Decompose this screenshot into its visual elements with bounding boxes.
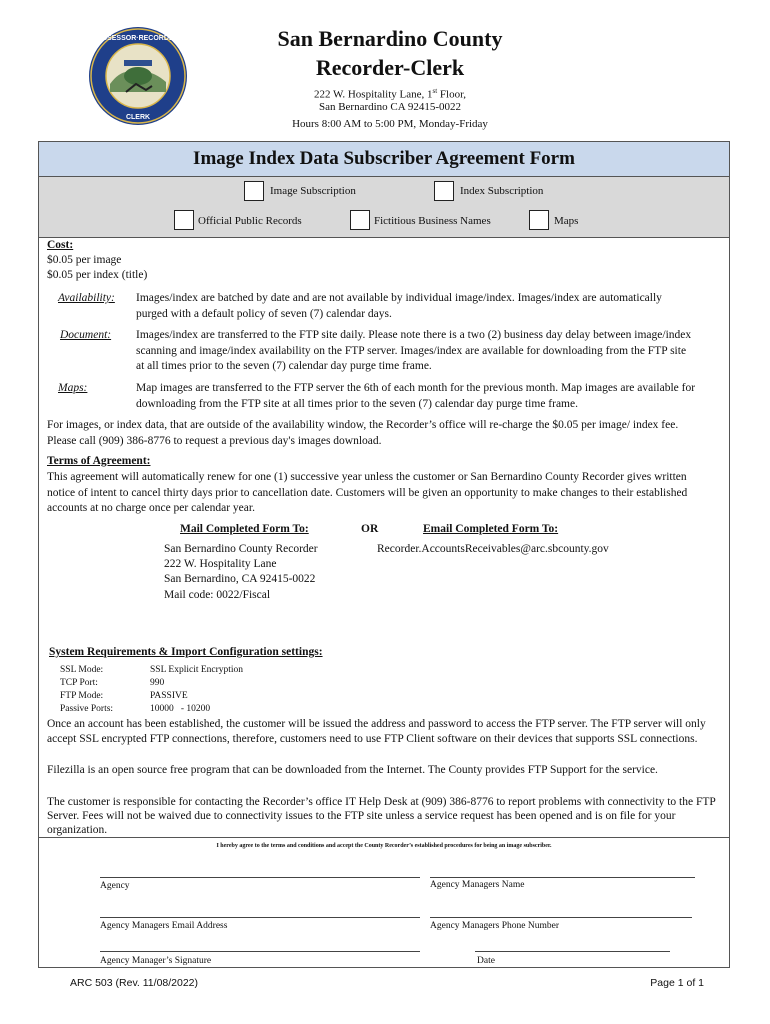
availability-label: Availability: — [58, 292, 115, 304]
phone-number-line[interactable] — [430, 917, 692, 918]
maps-label: Maps — [554, 215, 579, 227]
address-line: 222 W. Hospitality Lane, 1st Floor, — [313, 87, 467, 101]
svg-text:CLERK: CLERK — [125, 114, 151, 121]
form-id: ARC 503 (Rev. 11/08/2022) — [70, 977, 199, 989]
availability-text: Images/index are batched by date and are not available by individual image/index. Images/index are automatically purged with a default policy of seven (7) calendar days. — [136, 292, 662, 320]
mail-address-1: San Bernardino County Recorder — [164, 543, 318, 555]
image-subscription-label: Image Subscription — [270, 185, 356, 197]
agency-label: Agency — [100, 881, 130, 891]
maps-text: Map images are transferred to the FTP server the 6th of each month for the previous month. Map images are available for downloading from the FTP site at all times prior to the seven (7) calendar day purge time frame. — [136, 382, 696, 410]
date-label: Date — [477, 956, 495, 966]
fictitious-business-names-label: Fictitious Business Names — [374, 215, 491, 227]
email-address-line[interactable] — [100, 917, 420, 918]
fictitious-business-names-checkbox[interactable] — [350, 210, 370, 230]
mail-address-2: 222 W. Hospitality Lane — [164, 558, 277, 570]
maps-section-label: Maps: — [58, 382, 88, 394]
record-type-row — [39, 207, 729, 238]
title-line-2: Recorder-Clerk — [315, 55, 465, 80]
signature-label: Agency Manager’s Signature — [100, 956, 212, 966]
ssl-mode-key: SSL Mode: — [60, 665, 104, 675]
maps-checkbox[interactable] — [529, 210, 549, 230]
official-public-records-checkbox[interactable] — [174, 210, 194, 230]
email-address: Recorder.AccountsReceivables@arc.sbcounty.gov — [377, 543, 609, 555]
agency-line[interactable] — [100, 877, 420, 878]
or-label: OR — [361, 523, 379, 535]
tcp-port-value: 990 — [150, 678, 165, 688]
mail-code: Mail code: 0022/Fiscal — [164, 589, 271, 601]
mail-heading: Mail Completed Form To: — [180, 523, 309, 535]
terms-text: This agreement will automatically renew for one (1) successive year unless the customer or San Bernardino County Recorder gives written notice of intent to cancel thirty days prior to cancellation date. Customers will be given an opportunity to make changes to their established accounts at no charge once per calendar year. — [47, 471, 688, 514]
account-paragraph: Once an account has been established, the customer will be issued the address and password to access the FTP server. The FTP server will only accept SSL encrypted FTP connections, therefore, customers need to use FTP Client software on their devices that supports SSL connections. — [47, 718, 706, 745]
ftp-mode-key: FTP Mode: — [60, 691, 104, 701]
agree-statement: I hereby agree to the terms and conditions and accept the County Recorder’s established procedures for being an image subscriber. — [216, 843, 552, 849]
phone-number-label: Agency Managers Phone Number — [430, 921, 560, 931]
date-line[interactable] — [475, 951, 670, 952]
official-public-records-label: Official Public Records — [198, 215, 302, 227]
image-subscription-checkbox[interactable] — [244, 181, 264, 201]
passive-ports-value: 10000 - 10200 — [150, 704, 211, 714]
cost-per-index: $0.05 per index (title) — [47, 269, 148, 281]
agency-manager-name-line[interactable] — [430, 877, 695, 878]
subscription-type-row — [39, 177, 729, 208]
signature-line[interactable] — [100, 951, 420, 952]
tcp-port-key: TCP Port: — [60, 678, 98, 688]
agency-manager-name-label: Agency Managers Name — [430, 880, 525, 890]
document-label: Document: — [60, 329, 112, 341]
email-address-label: Agency Managers Email Address — [100, 921, 228, 931]
helpdesk-paragraph: The customer is responsible for contacting the Recorder’s office IT Help Desk at (909) 386-8776 to report problems with connectivity to the FTP Server. Fees will not be waived due to connectivity issues to the FTP site unless a service request has been opened and is on file for your organization. — [47, 796, 716, 836]
form-title: Image Index Data Subscriber Agreement Form — [39, 142, 729, 177]
title-line-1: San Bernardino County — [277, 26, 503, 51]
agreement-divider — [39, 837, 729, 838]
hours-line: Hours 8:00 AM to 5:00 PM, Monday-Friday — [292, 118, 488, 130]
email-heading: Email Completed Form To: — [423, 523, 559, 535]
recharge-text: For images, or index data, that are outside of the availability window, the Recorder’s office will re-charge the $0.05 per image/ index fee. Please call (909) 386-8776 to request a previous day's images download. — [47, 419, 679, 447]
filezilla-paragraph: Filezilla is an open source free program that can be downloaded from the Internet. The County provides FTP Support for the service. — [47, 764, 658, 776]
terms-heading: Terms of Agreement: — [47, 455, 151, 467]
cost-per-image: $0.05 per image — [47, 254, 122, 266]
ssl-mode-value: SSL Explicit Encryption — [150, 665, 244, 675]
mail-address-3: San Bernardino, CA 92415-0022 — [164, 573, 316, 585]
document-text: Images/index are transferred to the FTP site daily. Please note there is a two (2) business day delay between image/index scanning and image/index availability on the FTP server. Images/index are available for downloading from the FTP site at all times prior to the seven (7) calendar day purge time frame. — [136, 329, 692, 372]
page-title — [270, 24, 510, 82]
index-subscription-checkbox[interactable] — [434, 181, 454, 201]
ftp-mode-value: PASSIVE — [150, 691, 188, 701]
seal-text: ASSESSOR·RECORDER — [97, 35, 179, 42]
county-seal — [88, 26, 188, 126]
cost-heading: Cost: — [47, 239, 74, 251]
city-line: San Bernardino CA 92415-0022 — [318, 101, 462, 113]
system-heading: System Requirements & Import Configuration settings: — [49, 646, 323, 658]
index-subscription-label: Index Subscription — [460, 185, 544, 197]
passive-ports-key: Passive Ports: — [60, 704, 114, 714]
page-number: Page 1 of 1 — [650, 977, 704, 989]
